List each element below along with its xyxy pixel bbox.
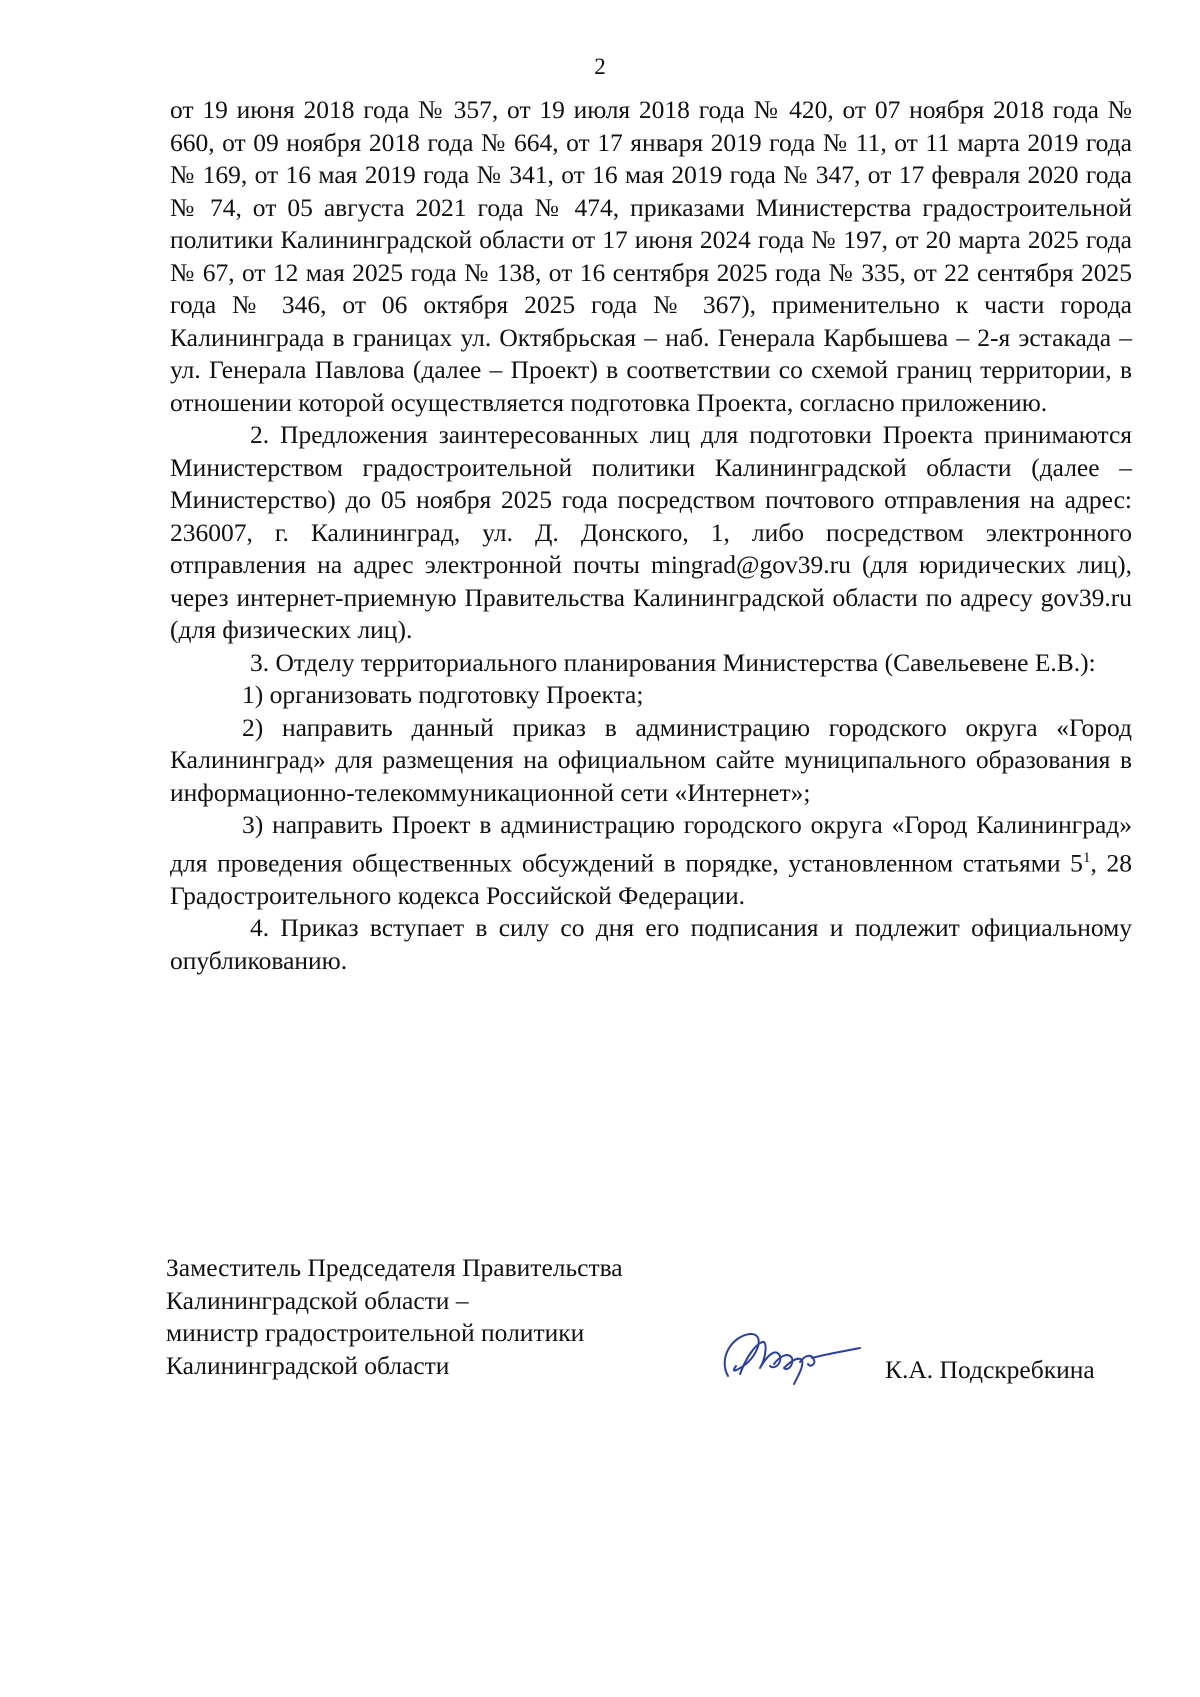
paragraph-1-continuation: от 19 июня 2018 года № 357, от 19 июля 2018 года № 420, от 07 ноября 2018 года № 660, от 09 ноября 2018 года № 664, от 17 января 2019 года № 11, от 11 марта 2019 года № 169, от 16 мая 2019 года № 341, от 16 мая 2019 года № 347, от 17 февраля 2020 года № 74, от 05 августа 2021 года № 474, приказами Министерства градостроительной политики Калининградской области от 17 июня 2024 года № 197, от 20 марта 2025 года № 67, от 12 мая 2025 года № 138, от 16 сентября 2025 года № 335, от 22 сентября 2025 года № 346, от 06 октября 2025 года № 367), применительно к части города Калининграда в границах ул. Октябрьская – наб. Генерала Карбышева – 2-я эстакада – ул. Генерала Павлова (далее – Проект) в соответствии со схемой границ территории, в отношении которой осуществляется подготовка Проекта, согласно приложению. bbox=[170, 95, 1132, 417]
signatory-position bbox=[166, 1252, 623, 1382]
signatory-line-2: Калининградской области – bbox=[166, 1285, 469, 1315]
paragraph-3-item-1: 1) организовать подготовку Проекта; bbox=[242, 680, 644, 709]
page-number: 2 bbox=[594, 54, 606, 79]
document-body bbox=[170, 94, 1132, 977]
handwritten-signature bbox=[710, 1318, 870, 1396]
signatory-line-4: Калининградской области bbox=[166, 1350, 450, 1380]
paragraph-3-item-2: 2) направить данный приказ в администрацию городского округа «Город Калининград» для размещения на официальном сайте муниципального образования в информационно-телекоммуникационной сети «Интернет»; bbox=[170, 712, 1132, 807]
paragraph-2: 2. Предложения заинтересованных лиц для подготовки Проекта принимаются Министерством градостроительной политики Калининградской области (далее – Министерство) до 05 ноября 2025 года посредством почтового отправления на адрес: 236007, г. Калининград, ул. Д. Донского, 1, либо посредством электронного отправления на адрес электронной почты mingrad@gov39.ru (для юридических лиц), через интернет-приемную Правительства Калининградской области по адресу gov39.ru (для физических лиц). bbox=[170, 420, 1132, 644]
paragraph-3: 3. Отделу территориального планирования Министерства (Савельевене Е.В.): bbox=[250, 647, 1096, 677]
signatory-line-1: Заместитель Председателя Правительства bbox=[166, 1253, 623, 1282]
superscript-1: 1 bbox=[1082, 849, 1091, 866]
paragraph-3-item-3 bbox=[170, 809, 1132, 912]
signer-name: К.А. Подскребкина bbox=[885, 1355, 1095, 1384]
paragraph-4: 4. Приказ вступает в силу со дня его подписания и подлежит официальному опубликованию. bbox=[170, 913, 1132, 975]
paragraph-3-item-3-text-a: 3) направить Проект в администрацию городского округа «Город Калининград» для проведения общественных обсуждений в порядке, установленном статьями 5 bbox=[170, 810, 1132, 877]
paragraph-3-item-3-text-b: , 28 Градостроительного кодекса Российской Федерации. bbox=[170, 848, 1133, 910]
signatory-line-3: министр градостроительной политики bbox=[166, 1318, 585, 1347]
